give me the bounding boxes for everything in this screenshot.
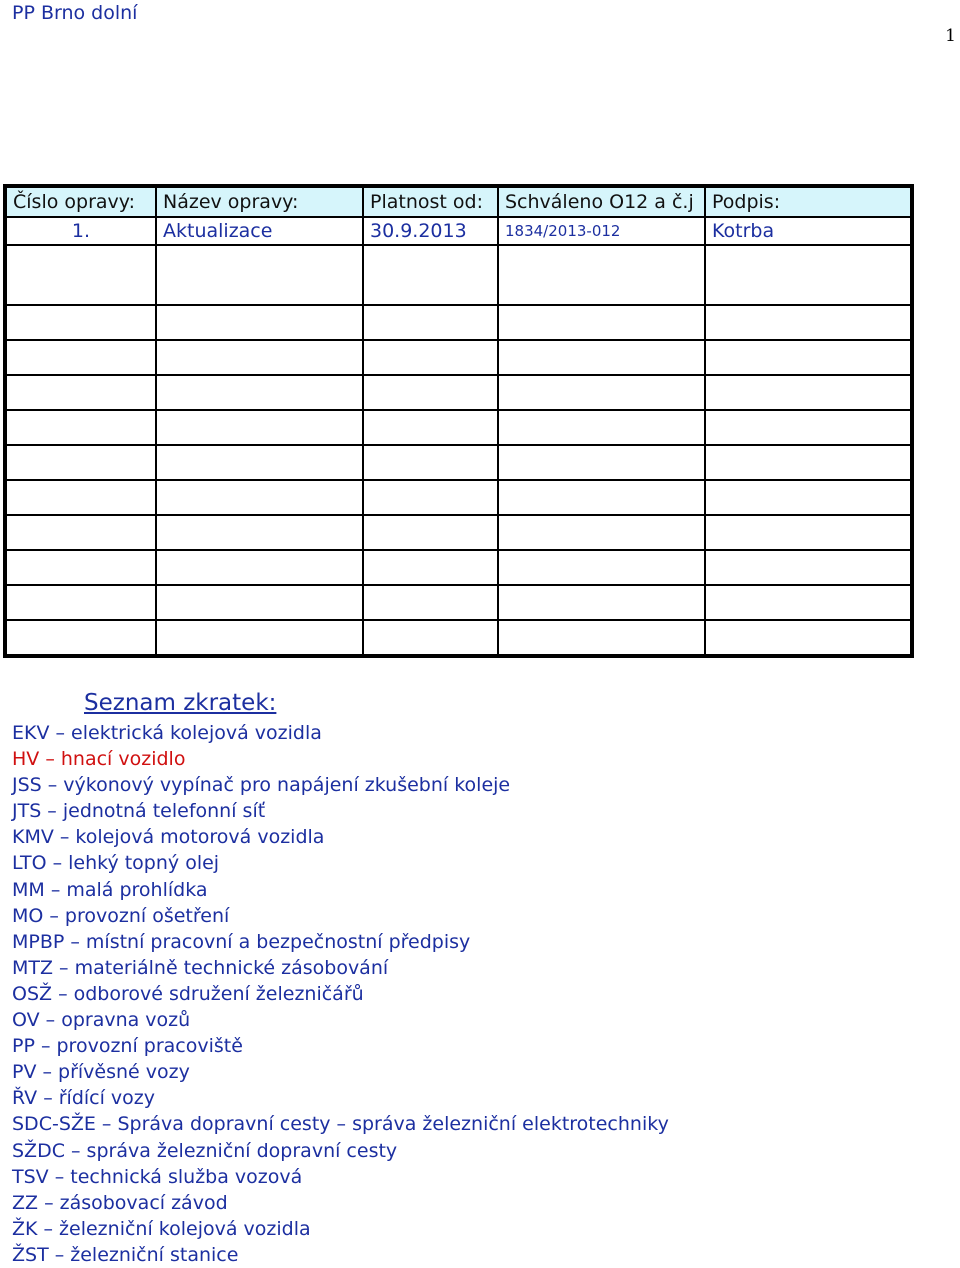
table-row-empty (5, 410, 912, 445)
table-row-empty (5, 305, 912, 340)
table-row-empty (5, 550, 912, 585)
abbreviation-item: ZZ – zásobovací závod (12, 1191, 228, 1214)
abbreviations-title: Seznam zkratek: (84, 690, 277, 716)
column-header: Platnost od: (363, 186, 498, 217)
abbreviation-item: MO – provozní ošetření (12, 904, 230, 927)
table-cell: 1834/2013-012 (498, 217, 705, 245)
abbreviation-item: OV – opravna vozů (12, 1009, 191, 1032)
abbreviation-item: MPBP – místní pracovní a bezpečnostní předpisy (12, 930, 471, 953)
abbreviation-item: KMV – kolejová motorová vozidla (12, 826, 325, 849)
abbreviation-item: HV – hnací vozidlo (12, 748, 186, 771)
table-cell: 1. (5, 217, 156, 245)
abbreviation-item: ŘV – řídící vozy (12, 1087, 156, 1110)
abbreviation-item: MM – malá prohlídka (12, 878, 208, 901)
table-cell: Kotrba (705, 217, 912, 245)
abbreviation-item: ŽST – železniční stanice (12, 1243, 239, 1266)
column-header: Číslo opravy: (5, 186, 156, 217)
table-header-row (5, 186, 912, 217)
document-header-title: PP Brno dolní (12, 2, 138, 24)
abbreviation-item: OSŽ – odborové sdružení železničářů (12, 982, 364, 1005)
table-row-empty (5, 245, 912, 305)
table-row-empty (5, 515, 912, 550)
abbreviation-item: PP – provozní pracoviště (12, 1035, 243, 1058)
abbreviation-item: ŽK – železniční kolejová vozidla (12, 1217, 311, 1240)
abbreviation-item: EKV – elektrická kolejová vozidla (12, 722, 322, 744)
table-row-empty (5, 480, 912, 515)
table-row-empty (5, 340, 912, 375)
table-row (5, 217, 912, 245)
abbreviation-item: SŽDC – správa železniční dopravní cesty (12, 1139, 398, 1162)
abbreviation-item: JTS – jednotná telefonní síť (12, 800, 266, 823)
column-header: Podpis: (705, 186, 912, 217)
abbreviation-item: SDC-SŽE – Správa dopravní cesty – správa železniční elektrotechniky (12, 1113, 669, 1136)
table-row-empty (5, 375, 912, 410)
abbreviation-item: JSS – výkonový vypínač pro napájení zkušební koleje (12, 774, 511, 797)
table-cell: 30.9.2013 (363, 217, 498, 245)
abbreviation-item: LTO – lehký topný olej (12, 852, 220, 875)
revisions-table (3, 184, 914, 658)
table-row-empty (5, 620, 912, 656)
abbreviations-list (12, 720, 669, 1268)
table-row-empty (5, 585, 912, 620)
abbreviation-item: TSV – technická služba vozová (12, 1165, 303, 1188)
table-row-empty (5, 445, 912, 480)
table-cell: Aktualizace (156, 217, 363, 245)
column-header: Název opravy: (156, 186, 363, 217)
column-header: Schváleno O12 a č.j (498, 186, 705, 217)
abbreviation-item: MTZ – materiálně technické zásobování (12, 956, 389, 979)
abbreviation-item: PV – přívěsné vozy (12, 1061, 190, 1084)
page-number: 1 (945, 26, 956, 46)
